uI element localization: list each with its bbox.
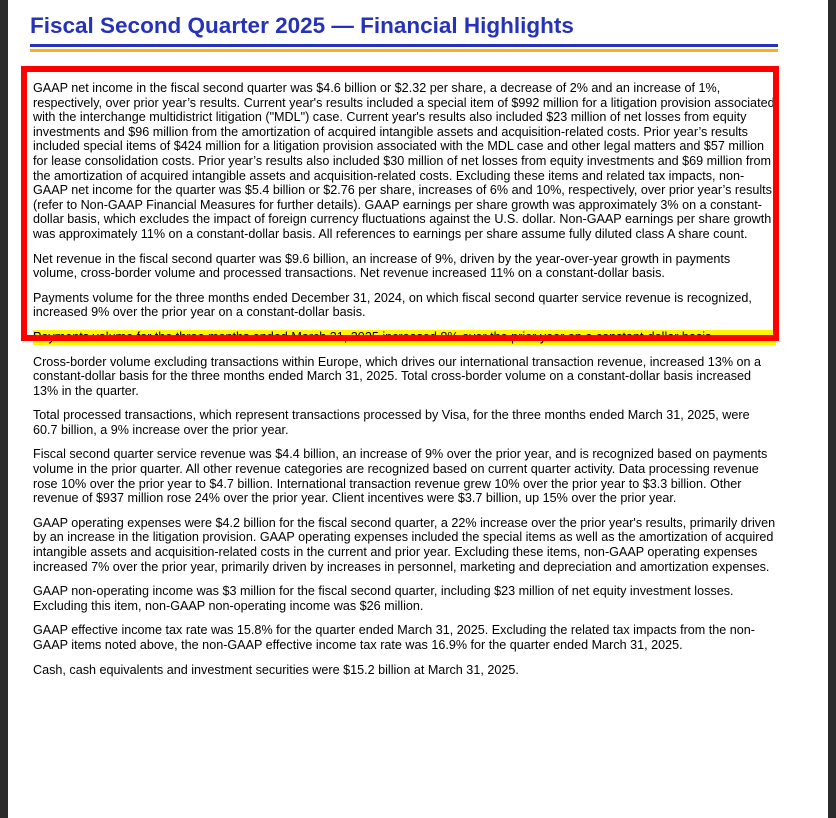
paragraph-operating-expenses: GAAP operating expenses were $4.2 billion for the fiscal second quarter, a 22% increase over the prior year's results, primarily driven by an increase in the litigation provision. GAAP operating expenses included the special items as well as the amortization of acquired intangible assets and acquisition-related costs in the current and prior year. Excluding these items, non-GAAP operating expenses increased 7% over the prior year, primarily driven by increases in personnel, marketing and depreciation and amortization expenses. [33, 515, 776, 574]
paragraph-non-operating-income: GAAP non-operating income was $3 million for the fiscal second quarter, including $23 million of net equity investment losses. Excluding this item, non-GAAP non-operating income was $26 million. [33, 584, 734, 613]
paragraph-gaap-net-income: GAAP net income in the fiscal second quarter was $4.6 billion or $2.32 per share, a decrease of 2% and an increase of 1%, respectively, over prior year’s results. Current year's results included a special item of $992 million for a litigation provision associated with the interchange multidistrict litigation ("MDL") case. Current year's results also included $23 million of net losses from equity investments and $96 million from the amortization of acquired intangible assets and acquisition-related costs. Prior year’s results included special items of $424 million for a litigation provision associated with the MDL case and other legal matters and $57 million for lease consolidation costs. Prior year’s results also included $30 million of net losses from equity investments and $69 million from the amortization of acquired intangible assets and acquisition-related costs. Excluding these items and related tax impacts, non-GAAP net income for the quarter was $5.4 billion or $2.76 per share, increases of 6% and 10%, respectively, over prior year’s results (refer to Non-GAAP Financial Measures for further details). GAAP earnings per share growth was approximately 3% on a constant-dollar basis, which excludes the impact of foreign currency fluctuations against the U.S. dollar. Non-GAAP earnings per share growth was approximately 11% on a constant-dollar basis. All references to earnings per share assume fully diluted class A share count. [33, 81, 775, 241]
paragraph-cash: Cash, cash equivalents and investment securities were $15.2 billion at March 31, 2025. [33, 662, 519, 677]
paragraph-effective-tax-rate: GAAP effective income tax rate was 15.8% for the quarter ended March 31, 2025. Excluding the related tax impacts from the non-GAAP items noted above, the non-GAAP effective income tax rate was 16.9% for the quarter ended March 31, 2025. [33, 623, 755, 652]
title-rule-blue [30, 44, 778, 47]
document-page [8, 0, 828, 818]
paragraph-processed-transactions: Total processed transactions, which represent transactions processed by Visa, for the three months ended March 31, 2025, were 60.7 billion, a 9% increase over the prior year. [33, 408, 750, 437]
paragraph-cross-border-volume: Cross-border volume excluding transactions within Europe, which drives our international transaction revenue, increased 13% on a constant-dollar basis for the three months ended March 31, 2025. Total cross-border volume on a constant-dollar basis increased 13% in the quarter. [33, 354, 762, 398]
paragraph-payments-volume-mar-highlighted: Payments volume for the three months ended March 31, 2025 increased 8% over the prior year on a constant-dollar basis. [33, 330, 776, 345]
title-rule-gold [30, 49, 778, 52]
page-title: Fiscal Second Quarter 2025 — Financial Highlights [30, 13, 574, 38]
paragraph-payments-volume-dec: Payments volume for the three months ended December 31, 2024, on which fiscal second quarter service revenue is recognized, increased 9% over the prior year on a constant-dollar basis. [33, 290, 752, 320]
paragraph-service-revenue: Fiscal second quarter service revenue was $4.4 billion, an increase of 9% over the prior year, and is recognized based on payments volume in the prior quarter. All other revenue categories are recognized based on current quarter activity. Data processing revenue rose 10% over the prior year to $4.7 billion. International transaction revenue grew 10% over the prior year to $3.3 billion. Other revenue of $937 million rose 24% over the prior year. Client incentives were $3.7 billion, up 15% over the prior year. [33, 447, 768, 506]
document-body [33, 81, 776, 687]
paragraph-net-revenue: Net revenue in the fiscal second quarter was $9.6 billion, an increase of 9%, driven by the year-over-year growth in payments volume, cross-border volume and processed transactions. Net revenue increased 11% on a constant-dollar basis. [33, 251, 731, 281]
